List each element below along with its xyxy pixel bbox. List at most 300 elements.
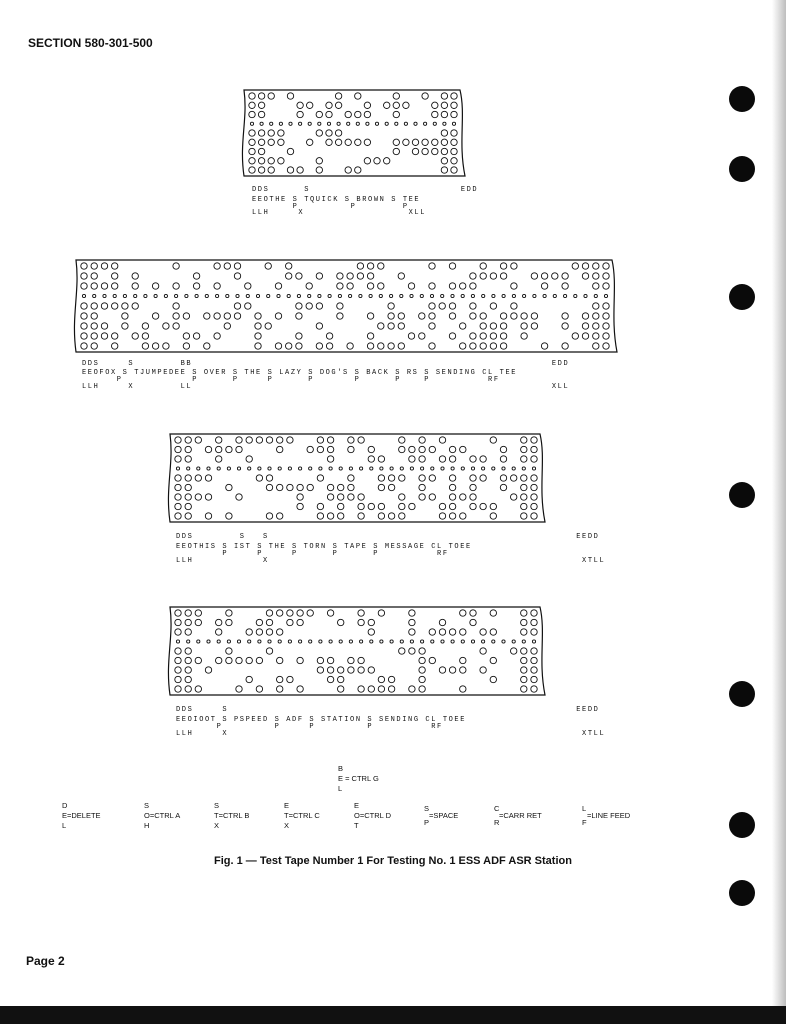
punch-hole xyxy=(214,263,220,269)
punch-hole xyxy=(173,313,179,319)
punch-hole xyxy=(388,513,394,519)
punch-hole xyxy=(490,513,496,519)
punch-hole xyxy=(449,303,455,309)
punch-hole xyxy=(249,130,255,136)
punch-hole xyxy=(593,323,599,329)
sprocket-hole xyxy=(395,122,398,125)
punch-hole xyxy=(258,130,264,136)
sprocket-hole xyxy=(369,294,372,297)
punch-hole xyxy=(258,148,264,154)
sprocket-hole xyxy=(164,294,167,297)
punch-hole xyxy=(338,667,344,673)
punch-hole xyxy=(449,503,455,509)
tape-4-graphic xyxy=(166,605,548,697)
punch-hole xyxy=(307,446,313,452)
punch-hole xyxy=(317,513,323,519)
punch-hole xyxy=(327,446,333,452)
sprocket-hole xyxy=(338,294,341,297)
punch-hole xyxy=(358,610,364,616)
punch-hole xyxy=(399,437,405,443)
punch-hole xyxy=(378,283,384,289)
punch-hole xyxy=(112,333,118,339)
punch-hole xyxy=(409,686,415,692)
sprocket-hole xyxy=(278,467,281,470)
punch-hole xyxy=(317,503,323,509)
punch-hole xyxy=(204,313,210,319)
sprocket-hole xyxy=(217,467,220,470)
sprocket-hole xyxy=(308,294,311,297)
sprocket-hole xyxy=(370,467,373,470)
punch-hole xyxy=(163,323,169,329)
punch-hole xyxy=(266,484,272,490)
punch-hole xyxy=(439,619,445,625)
punch-hole xyxy=(142,333,148,339)
punch-hole xyxy=(142,343,148,349)
punch-hole xyxy=(439,437,445,443)
punch-hole xyxy=(490,610,496,616)
punch-hole xyxy=(205,494,211,500)
punch-hole xyxy=(541,343,547,349)
punch-hole xyxy=(335,139,341,145)
sprocket-hole xyxy=(564,294,567,297)
punch-hole xyxy=(268,139,274,145)
punch-hole xyxy=(367,273,373,279)
punch-hole xyxy=(439,667,445,673)
punch-hole xyxy=(500,475,506,481)
punch-hole xyxy=(470,503,476,509)
sprocket-hole xyxy=(318,122,321,125)
tape-2-label-bottom: LLH X LL XLL xyxy=(82,383,570,391)
punch-hole xyxy=(582,273,588,279)
punch-hole xyxy=(317,667,323,673)
punch-hole xyxy=(521,648,527,654)
sprocket-hole xyxy=(512,294,515,297)
punch-hole xyxy=(297,494,303,500)
punch-hole xyxy=(266,475,272,481)
punch-hole xyxy=(521,667,527,673)
sprocket-hole xyxy=(522,467,525,470)
tape-2-label-sub: P P P P P P P P RF xyxy=(82,376,500,384)
punch-hole xyxy=(183,313,189,319)
sprocket-hole xyxy=(93,294,96,297)
punch-hole xyxy=(449,456,455,462)
punch-hole xyxy=(419,676,425,682)
punch-hole xyxy=(511,313,517,319)
punch-hole xyxy=(185,437,191,443)
punch-hole xyxy=(326,139,332,145)
page-edge-shadow xyxy=(772,0,786,1024)
punch-hole xyxy=(378,484,384,490)
sprocket-hole xyxy=(410,467,413,470)
punch-hole xyxy=(338,686,344,692)
tape-4-label-sub: P P P P RF xyxy=(176,723,443,731)
punch-hole xyxy=(175,494,181,500)
sprocket-hole xyxy=(82,294,85,297)
sprocket-hole xyxy=(375,122,378,125)
sprocket-hole xyxy=(356,122,359,125)
punch-hole xyxy=(256,437,262,443)
sprocket-hole xyxy=(288,467,291,470)
sprocket-hole xyxy=(424,122,427,125)
punch-hole xyxy=(91,323,97,329)
punch-hole xyxy=(132,273,138,279)
punch-hole xyxy=(277,610,283,616)
punch-hole xyxy=(185,494,191,500)
punch-hole xyxy=(335,130,341,136)
punch-hole xyxy=(393,102,399,108)
punch-hole xyxy=(246,657,252,663)
sprocket-hole xyxy=(441,467,444,470)
punch-hole xyxy=(358,513,364,519)
punch-hole xyxy=(378,686,384,692)
punch-hole xyxy=(266,619,272,625)
punch-hole xyxy=(307,139,313,145)
punch-hole xyxy=(316,273,322,279)
sprocket-hole xyxy=(289,122,292,125)
punch-hole xyxy=(185,657,191,663)
punch-hole xyxy=(449,494,455,500)
punch-hole xyxy=(451,93,457,99)
sprocket-hole xyxy=(207,640,210,643)
sprocket-hole xyxy=(443,122,446,125)
punch-hole xyxy=(175,503,181,509)
punch-hole xyxy=(173,263,179,269)
punch-hole xyxy=(593,313,599,319)
sprocket-hole xyxy=(309,640,312,643)
punch-hole xyxy=(593,283,599,289)
punch-hole xyxy=(81,283,87,289)
sprocket-hole xyxy=(400,640,403,643)
sprocket-hole xyxy=(227,467,230,470)
punch-hole xyxy=(429,494,435,500)
punch-hole xyxy=(441,130,447,136)
sprocket-hole xyxy=(404,122,407,125)
punch-hole xyxy=(521,619,527,625)
punch-hole xyxy=(388,484,394,490)
sprocket-hole xyxy=(144,294,147,297)
punch-hole xyxy=(412,148,418,154)
paper-tape-4 xyxy=(166,605,548,697)
sprocket-hole xyxy=(103,294,106,297)
punch-hole xyxy=(429,313,435,319)
sprocket-hole xyxy=(360,467,363,470)
sprocket-hole xyxy=(451,640,454,643)
punch-hole xyxy=(348,494,354,500)
punch-hole xyxy=(603,283,609,289)
punch-hole xyxy=(409,610,415,616)
punch-hole xyxy=(384,102,390,108)
punch-hole xyxy=(572,333,578,339)
punch-hole xyxy=(175,437,181,443)
punch-hole xyxy=(500,333,506,339)
binder-hole-icon xyxy=(729,284,755,310)
punch-hole xyxy=(277,686,283,692)
punch-hole xyxy=(388,303,394,309)
punch-hole xyxy=(348,437,354,443)
punch-hole xyxy=(531,484,537,490)
sprocket-hole xyxy=(441,640,444,643)
sprocket-hole xyxy=(385,122,388,125)
punch-hole xyxy=(388,313,394,319)
sprocket-hole xyxy=(430,294,433,297)
punch-hole xyxy=(255,323,261,329)
sprocket-hole xyxy=(318,294,321,297)
punch-hole xyxy=(287,148,293,154)
punch-hole xyxy=(429,629,435,635)
punch-hole xyxy=(327,676,333,682)
punch-hole xyxy=(378,456,384,462)
sprocket-hole xyxy=(123,294,126,297)
punch-hole xyxy=(175,513,181,519)
punch-hole xyxy=(460,446,466,452)
punch-hole xyxy=(112,283,118,289)
punch-hole xyxy=(378,263,384,269)
punch-hole xyxy=(175,686,181,692)
punch-hole xyxy=(216,619,222,625)
punch-hole xyxy=(511,303,517,309)
punch-hole xyxy=(277,446,283,452)
punch-hole xyxy=(419,686,425,692)
sprocket-hole xyxy=(502,467,505,470)
punch-hole xyxy=(246,456,252,462)
punch-hole xyxy=(470,619,476,625)
sprocket-hole xyxy=(268,640,271,643)
punch-hole xyxy=(81,343,87,349)
punch-hole xyxy=(432,111,438,117)
punch-hole xyxy=(511,494,517,500)
punch-hole xyxy=(432,139,438,145)
punch-hole xyxy=(132,333,138,339)
punch-hole xyxy=(521,437,527,443)
punch-hole xyxy=(122,303,128,309)
punch-hole xyxy=(249,158,255,164)
punch-hole xyxy=(122,323,128,329)
sprocket-hole xyxy=(258,467,261,470)
punch-hole xyxy=(306,303,312,309)
punch-hole xyxy=(277,513,283,519)
punch-hole xyxy=(449,263,455,269)
punch-hole xyxy=(449,446,455,452)
punch-hole xyxy=(449,629,455,635)
sprocket-hole xyxy=(299,122,302,125)
sprocket-hole xyxy=(176,467,179,470)
punch-hole xyxy=(490,273,496,279)
sprocket-hole xyxy=(482,294,485,297)
punch-hole xyxy=(531,629,537,635)
punch-hole xyxy=(364,111,370,117)
punch-hole xyxy=(307,610,313,616)
punch-hole xyxy=(531,667,537,673)
punch-hole xyxy=(286,273,292,279)
sprocket-hole xyxy=(339,467,342,470)
punch-hole xyxy=(175,484,181,490)
punch-hole xyxy=(258,167,264,173)
sprocket-hole xyxy=(471,467,474,470)
punch-hole xyxy=(562,343,568,349)
punch-hole xyxy=(185,456,191,462)
sprocket-hole xyxy=(410,294,413,297)
punch-hole xyxy=(399,503,405,509)
punch-hole xyxy=(358,437,364,443)
punch-hole xyxy=(246,629,252,635)
punch-hole xyxy=(185,513,191,519)
sprocket-hole xyxy=(532,640,535,643)
punch-hole xyxy=(183,343,189,349)
punch-hole xyxy=(205,446,211,452)
punch-hole xyxy=(236,446,242,452)
punch-hole xyxy=(451,167,457,173)
tape-4-label-middle: EEOIOOT S PSPEED S ADF S STATION S SENDING CL TOEE xyxy=(176,716,467,724)
punch-hole xyxy=(408,333,414,339)
punch-hole xyxy=(101,303,107,309)
punch-hole xyxy=(175,456,181,462)
sprocket-hole xyxy=(207,467,210,470)
punch-hole xyxy=(531,619,537,625)
punch-hole xyxy=(593,273,599,279)
sprocket-hole xyxy=(553,294,556,297)
punch-hole xyxy=(451,102,457,108)
punch-hole xyxy=(399,494,405,500)
punch-hole xyxy=(337,303,343,309)
punch-hole xyxy=(562,323,568,329)
punch-hole xyxy=(297,686,303,692)
punch-hole xyxy=(429,303,435,309)
punch-hole xyxy=(460,629,466,635)
sprocket-hole xyxy=(410,640,413,643)
punch-hole xyxy=(236,494,242,500)
punch-hole xyxy=(316,343,322,349)
punch-hole xyxy=(531,686,537,692)
sprocket-hole xyxy=(187,640,190,643)
sprocket-hole xyxy=(270,122,273,125)
punch-hole xyxy=(409,503,415,509)
punch-hole xyxy=(367,283,373,289)
punch-hole xyxy=(287,610,293,616)
legend-soh-bottom: H xyxy=(144,821,150,830)
punch-hole xyxy=(101,263,107,269)
punch-hole xyxy=(432,102,438,108)
punch-hole xyxy=(398,343,404,349)
punch-hole xyxy=(531,437,537,443)
punch-hole xyxy=(224,313,230,319)
punch-hole xyxy=(531,503,537,509)
sprocket-hole xyxy=(431,467,434,470)
punch-hole xyxy=(287,437,293,443)
punch-hole xyxy=(204,343,210,349)
punch-hole xyxy=(338,494,344,500)
punch-hole xyxy=(132,283,138,289)
punch-hole xyxy=(409,446,415,452)
punch-hole xyxy=(364,139,370,145)
tape-1-graphic xyxy=(240,88,468,178)
tape-3-label-bottom: LLH X XTLL xyxy=(176,557,606,565)
punch-hole xyxy=(327,667,333,673)
legend-lf-bottom: F xyxy=(582,818,587,827)
punch-hole xyxy=(355,93,361,99)
sprocket-hole xyxy=(492,467,495,470)
punch-hole xyxy=(278,158,284,164)
punch-hole xyxy=(91,313,97,319)
punch-hole xyxy=(480,629,486,635)
punch-hole xyxy=(338,484,344,490)
punch-hole xyxy=(205,475,211,481)
punch-hole xyxy=(327,456,333,462)
punch-hole xyxy=(408,283,414,289)
punch-hole xyxy=(490,503,496,509)
punch-hole xyxy=(307,484,313,490)
sprocket-hole xyxy=(366,122,369,125)
punch-hole xyxy=(357,263,363,269)
punch-hole xyxy=(511,283,517,289)
punch-hole xyxy=(81,323,87,329)
punch-hole xyxy=(470,456,476,462)
punch-hole xyxy=(552,273,558,279)
punch-hole xyxy=(173,303,179,309)
punch-hole xyxy=(460,610,466,616)
punch-hole xyxy=(185,619,191,625)
binder-hole-icon xyxy=(729,482,755,508)
punch-hole xyxy=(327,513,333,519)
punch-hole xyxy=(521,657,527,663)
punch-hole xyxy=(403,102,409,108)
punch-hole xyxy=(307,102,313,108)
legend-etx-bottom: X xyxy=(284,821,290,830)
punch-hole xyxy=(480,475,486,481)
punch-hole xyxy=(214,313,220,319)
punch-hole xyxy=(358,619,364,625)
punch-hole xyxy=(358,657,364,663)
sprocket-hole xyxy=(502,294,505,297)
punch-hole xyxy=(256,629,262,635)
punch-hole xyxy=(152,313,158,319)
punch-hole xyxy=(422,139,428,145)
sprocket-hole xyxy=(482,640,485,643)
punch-hole xyxy=(449,333,455,339)
punch-hole xyxy=(245,303,251,309)
punch-hole xyxy=(521,333,527,339)
punch-hole xyxy=(531,273,537,279)
punch-hole xyxy=(429,263,435,269)
punch-hole xyxy=(258,93,264,99)
punch-hole xyxy=(297,619,303,625)
punch-hole xyxy=(268,130,274,136)
sprocket-hole xyxy=(492,640,495,643)
punch-hole xyxy=(419,475,425,481)
punch-hole xyxy=(470,610,476,616)
sprocket-hole xyxy=(543,294,546,297)
punch-hole xyxy=(399,446,405,452)
punch-hole xyxy=(266,648,272,654)
punch-hole xyxy=(326,102,332,108)
punch-hole xyxy=(368,629,374,635)
punch-hole xyxy=(277,484,283,490)
punch-hole xyxy=(316,323,322,329)
punch-hole xyxy=(451,158,457,164)
punch-hole xyxy=(183,333,189,339)
punch-hole xyxy=(439,303,445,309)
punch-hole xyxy=(345,167,351,173)
punch-hole xyxy=(388,343,394,349)
punch-hole xyxy=(409,619,415,625)
punch-hole xyxy=(152,283,158,289)
punch-hole xyxy=(236,657,242,663)
sprocket-hole xyxy=(134,294,137,297)
sprocket-hole xyxy=(461,467,464,470)
sprocket-hole xyxy=(390,294,393,297)
punch-hole xyxy=(388,475,394,481)
punch-hole xyxy=(152,343,158,349)
punch-hole xyxy=(531,676,537,682)
